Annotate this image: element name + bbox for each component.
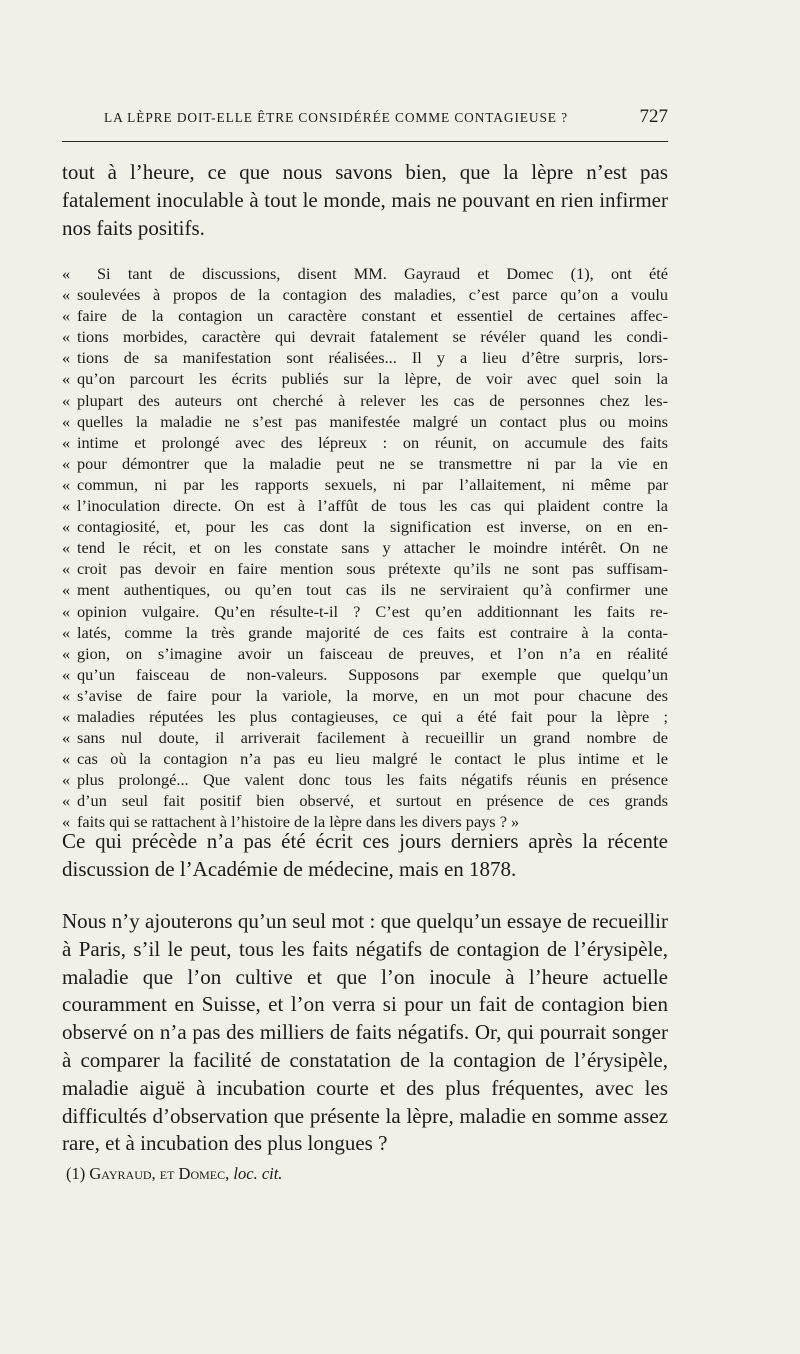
quote-line (62, 558, 668, 579)
header-rule (62, 141, 668, 142)
quote-guillemet: « (62, 390, 71, 410)
quote-guillemet: « (62, 517, 71, 537)
quote-line-text: faits qui se rattachent à l’histoire de la lèpre dans les divers pays ? » (77, 812, 520, 832)
quote-line (62, 284, 668, 305)
quote-line (62, 347, 668, 368)
quote-line-text: faire de la contagion un caractère constant et essentiel de certaines affec- (77, 306, 668, 326)
quote-line-text: opinion vulgaire. Qu’en résulte-t-il ? C’est qu’en additionnant les faits re- (77, 601, 668, 621)
quote-guillemet: « (62, 348, 71, 368)
quote-guillemet: « (62, 496, 71, 516)
quote-guillemet: « (62, 432, 71, 452)
quote-line (62, 326, 668, 347)
quote-line (62, 664, 668, 685)
paragraph-erysipele-text: Nous n’y ajouterons qu’un seul mot : que quelqu’un essaye de recueillir à Paris, s’il le peut, tous les faits négatifs de contagion de l’érysipèle, maladie que l’on cultive et que l’on inocule à l’heure actuelle couramment en Suisse, et l’on verra si pour un fait de contagion bien observé on n’a pas des milliers de faits négatifs. Or, qui pourrait songer à comparer la facilité de constatation de la contagion de l’érysipèle, maladie aiguë à incubation courte et des plus fréquentes, avec les difficultés d’observation que présente la lèpre, maladie en somme assez rare, et à incubation des plus longues ? (62, 909, 668, 1156)
quote-guillemet: « (62, 580, 71, 600)
quote-line (62, 516, 668, 537)
running-title: LA LÈPRE DOIT-ELLE ÊTRE CONSIDÉRÉE COMME CONTAGIEUSE ? (104, 110, 568, 125)
quote-guillemet: « (62, 791, 71, 811)
quote-line (62, 748, 668, 769)
quote-line-text: plupart des auteurs ont cherché à relever les cas de personnes chez les- (77, 390, 668, 410)
quote-line-text: tions morbides, caractère qui devrait fatalement se révéler quand les condi- (77, 327, 668, 347)
quote-guillemet: « (62, 601, 71, 621)
quote-guillemet: « (62, 559, 71, 579)
quote-guillemet: « (62, 664, 71, 684)
quote-line (62, 390, 668, 411)
quote-guillemet: « (62, 474, 71, 494)
quote-guillemet: « (62, 685, 71, 705)
quote-guillemet: « (62, 770, 71, 790)
footnote-authors: Gayraud, et Domec, (89, 1164, 230, 1183)
quote-line (62, 305, 668, 326)
paragraph-1878 (62, 828, 668, 884)
quote-guillemet: « (62, 749, 71, 769)
quote-line-text: soulevées à propos de la contagion des maladies, c’est parce qu’on a voulu (77, 285, 668, 305)
quote-line (62, 537, 668, 558)
quote-line-text: plus prolongé... Que valent donc tous les faits négatifs réunis en présence (77, 770, 668, 790)
quote-line-text: Si tant de discussions, disent MM. Gayraud et Domec (1), ont été (97, 264, 668, 283)
quote-guillemet: « (62, 538, 71, 558)
quote-line-text: croit pas devoir en faire mention sous prétexte qu’ils ne sont pas suffisam- (77, 559, 668, 579)
quote-line (62, 368, 668, 389)
quote-line-text: tions de sa manifestation sont réalisées... Il y a lieu d’être surpris, lors- (77, 348, 668, 368)
quote-line (62, 622, 668, 643)
quote-line (62, 453, 668, 474)
quote-line-text: quelles la maladie ne s’est pas manifestée malgré un contact plus ou moins (77, 411, 668, 431)
quote-line (62, 790, 668, 811)
quote-line (62, 432, 668, 453)
quote-line-text: gion, on s’imagine avoir un faisceau de preuves, et l’on n’a en réalité (77, 643, 668, 663)
quote-guillemet: « (62, 643, 71, 663)
quote-line-text: qu’un faisceau de non-valeurs. Supposons par exemple que quelqu’un (77, 664, 668, 684)
quote-line (62, 706, 668, 727)
quote-line-text: tend le récit, et on les constate sans y attacher le moindre intérêt. On ne (77, 538, 668, 558)
quote-guillemet: « (62, 411, 71, 431)
quote-line-text: latés, comme la très grande majorité de ces faits est contraire à la conta- (77, 622, 668, 642)
paragraph-continuation: tout à l’heure, ce que nous savons bien, que la lèpre n’est pas fatalement inoculable à tout le monde, mais ne pouvant en rien infirmer nos faits positifs. (62, 160, 668, 240)
quote-guillemet: « (62, 622, 71, 642)
footnote-reference: loc. cit. (233, 1164, 283, 1183)
quote-line (62, 579, 668, 600)
quote-line-text: sans nul doute, il arriverait facilement à recueillir un grand nombre de (77, 728, 668, 748)
quote-line-text: commun, ni par les rapports sexuels, ni par l’allaitement, ni même par (77, 474, 668, 494)
running-head (62, 106, 668, 130)
quote-line (62, 474, 668, 495)
quote-guillemet: « (62, 812, 71, 832)
block-quotation (62, 263, 668, 833)
quote-line-text: cas où la contagion n’a pas eu lieu malgré le contact le plus intime et le (77, 749, 668, 769)
quote-line-text: intime et prolongé avec des lépreux : on réunit, on accumule des faits (77, 432, 668, 452)
paragraph-1878-text: Ce qui précède n’a pas été écrit ces jours derniers après la récente discussion de l’Académie de médecine, mais en 1878. (62, 829, 668, 881)
quote-line (62, 263, 668, 284)
quote-line (62, 411, 668, 432)
quote-guillemet: « (62, 327, 71, 347)
quote-line-text: s’avise de faire pour la variole, la morve, en un mot pour chacune des (77, 685, 668, 705)
quote-guillemet: « (62, 728, 71, 748)
quote-guillemet: « (62, 369, 71, 389)
quote-guillemet: « (62, 285, 71, 305)
quote-guillemet: « (62, 453, 71, 473)
quote-line-text: pour démontrer que la maladie peut ne se transmettre ni par la vie en (77, 453, 668, 473)
page-number: 727 (639, 106, 668, 127)
quote-guillemet: « (62, 264, 71, 283)
quote-line (62, 769, 668, 790)
paragraph-erysipele (62, 908, 668, 1158)
quote-line (62, 601, 668, 622)
quote-line-text: maladies réputées les plus contagieuses, ce qui a été fait pour la lèpre ; (77, 706, 668, 726)
footnote (66, 1164, 282, 1184)
footnote-marker: (1) (66, 1164, 86, 1183)
quote-guillemet: « (62, 706, 71, 726)
quote-line (62, 495, 668, 516)
quote-line (62, 685, 668, 706)
quote-line (62, 727, 668, 748)
quote-line-text: l’inoculation directe. On est à l’affût de tous les cas qui plaident contre la (77, 496, 668, 516)
quote-line (62, 643, 668, 664)
quote-line-text: d’un seul fait positif bien observé, et surtout en présence de ces grands (77, 791, 668, 811)
quote-line-text: ment authentiques, ou qu’en tout cas ils ne serviraient qu’à confirmer une (77, 580, 668, 600)
quote-line-text: contagiosité, et, pour les cas dont la signification est inverse, on en en- (77, 517, 668, 537)
quote-line-text: qu’on parcourt les écrits publiés sur la lèpre, de voir avec quel soin la (77, 369, 668, 389)
quote-guillemet: « (62, 306, 71, 326)
